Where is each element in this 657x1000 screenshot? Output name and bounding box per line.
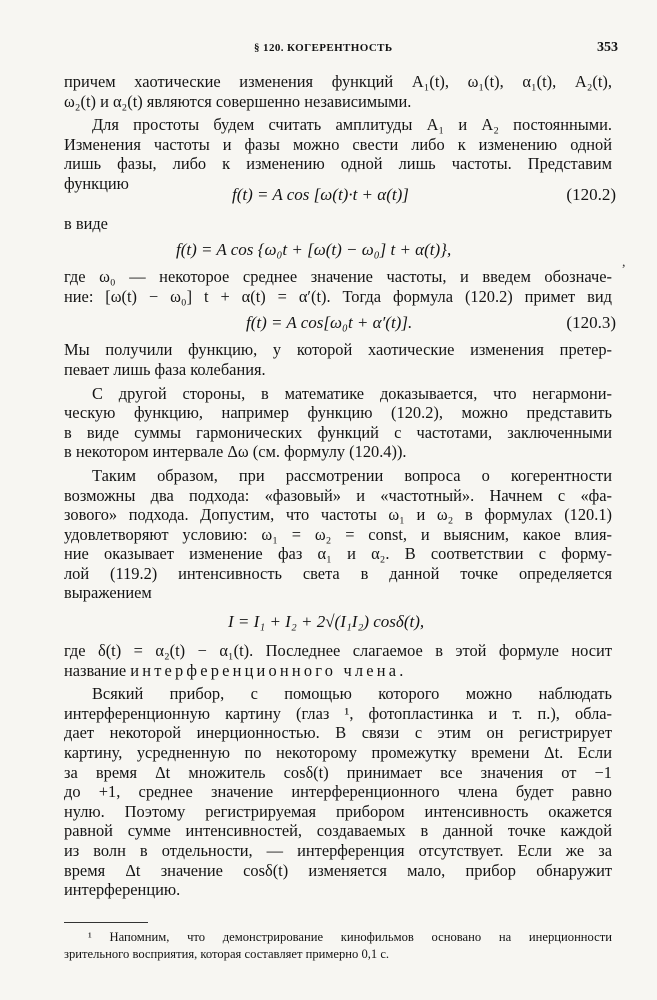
running-title: § 120. КОГЕРЕНТНОСТЬ: [254, 42, 393, 54]
equation-body: f(t) = A cos[ω₀t + α′(t)].: [246, 313, 413, 333]
text-fragment: .: [399, 660, 404, 680]
text-line: в некотором интервале Δω (см. формулу (120.4)).: [64, 442, 407, 462]
text-line: ческую функцию, например функцию (120.2), можно представить: [64, 403, 612, 423]
text-line: С другой стороны, в математике доказывается, что негармони-: [92, 383, 612, 403]
spaced-term: интерференционного члена: [130, 660, 400, 680]
text-line: интерференцию.: [64, 880, 181, 900]
text-line: равной сумме интенсивностей, создаваемых в данной точке каждой: [64, 821, 612, 841]
text-line: зового» подхода. Допустим, что частоты ω₁ и ω₂ в формулах (120.1): [64, 505, 612, 525]
paragraph-6: [64, 384, 612, 462]
book-page: [64, 36, 618, 963]
text-line: дает некоторой инерционностью. В связи с этим он регистрирует: [64, 723, 612, 743]
text-line: где δ(t) = α₂(t) − α₁(t). Последнее слагаемое в этой формуле носит: [64, 641, 612, 661]
text-line: [64, 661, 612, 681]
equation-expanded: [64, 235, 612, 265]
text-fragment: название: [64, 660, 131, 680]
text-line: нулю. Поэтому регистрируемая прибором интенсивность окажется: [64, 801, 612, 821]
footnote-line: зрительного восприятия, которая составляет примерно 0,1 с.: [64, 946, 390, 961]
page-header: [64, 36, 618, 62]
paragraph-1: [64, 72, 612, 111]
paragraph-8: [64, 641, 612, 680]
text-line: Изменения частоты и фазы можно свести либо к изменению одной: [64, 134, 612, 154]
text-line: в виде: [64, 213, 108, 233]
paragraph-3: [64, 214, 612, 234]
text-line: Таким образом, при рассмотрении вопроса о когерентности: [92, 465, 612, 485]
equation-number: (120.3): [566, 313, 616, 333]
text-line: до +1, среднее значение интерференционного члена будет равно: [64, 782, 612, 802]
paragraph-7: [64, 466, 612, 603]
equation-number: (120.2): [566, 184, 616, 204]
equation-120-2: [64, 180, 616, 210]
text-line: из волн в отдельности, — интерференция отсутствует. Если же за: [64, 841, 612, 860]
equation-body: f(t) = A cos {ω₀t + [ω(t) − ω₀] t + α(t)},: [176, 240, 452, 260]
footnote-line: ¹ Напомним, что демонстрирование кинофильмов основано на инерционности: [88, 929, 612, 944]
text-line: выражением: [64, 583, 152, 603]
text-line: причем хаотические изменения функций A₁(t), ω₁(t), α₁(t), A₂(t),: [64, 72, 612, 91]
text-line: интерференционную картину (глаз ¹, фотопластинка и т. п.), обла-: [64, 703, 612, 723]
text-line: лишь фазы, либо к изменению одной лишь частоты. Представим: [64, 154, 612, 174]
equation-body: I = I₁ + I₂ + 2√(I₁I₂) cosδ(t),: [228, 612, 425, 632]
text-line: в виде суммы гармонических функций с частотами, заключенными: [64, 422, 612, 442]
footnote: [64, 929, 612, 963]
text-line: лой (119.2) интенсивность света в данной точке определяется: [64, 563, 612, 583]
text-line: где ω₀ — некоторое среднее значение частоты, и введем обозначе-: [64, 267, 612, 287]
text-line: функцию: [64, 173, 129, 193]
equation-body: f(t) = A cos [ω(t)·t + α(t)]: [232, 184, 409, 204]
footnote-divider: [64, 922, 148, 923]
text-line: картину, усредненную по некоторому промежутку времени Δt. Если: [64, 743, 612, 763]
text-line: Для простоты будем считать амплитуды A₁ и A₂ постоянными.: [92, 115, 612, 135]
text-line: удовлетворяют условию: ω₁ = ω₂ = const, и выясним, какое влия-: [64, 524, 612, 544]
text-line: время Δt значение cosδ(t) изменяется мало, прибор обнаружит: [64, 860, 612, 880]
text-line: певает лишь фаза колебания.: [64, 359, 266, 379]
paragraph-5: [64, 340, 612, 379]
paragraph-9: [64, 684, 612, 900]
equation-intensity: [64, 607, 612, 637]
text-line: Всякий прибор, с помощью которого можно наблюдать: [92, 684, 612, 704]
equation-120-3: [64, 308, 616, 338]
text-line: ние: [ω(t) − ω₀] t + α(t) = α′(t). Тогда формула (120.2) примет вид: [64, 286, 612, 306]
text-line: Мы получили функцию, у которой хаотические изменения претер-: [64, 340, 612, 360]
paragraph-4: [64, 267, 612, 306]
margin-mark: ,: [622, 255, 626, 270]
text-line: ние оказывает изменение фаз α₁ и α₂. В соответствии с форму-: [64, 544, 612, 564]
page-number: 353: [597, 40, 618, 55]
text-line: за время Δt множитель cosδ(t) принимает все значения от −1: [64, 762, 612, 782]
text-line: возможны два подхода: «фазовый» и «частотный». Начнем с «фа-: [64, 485, 612, 505]
text-line: ω₂(t) и α₂(t) являются совершенно независимыми.: [64, 91, 412, 111]
